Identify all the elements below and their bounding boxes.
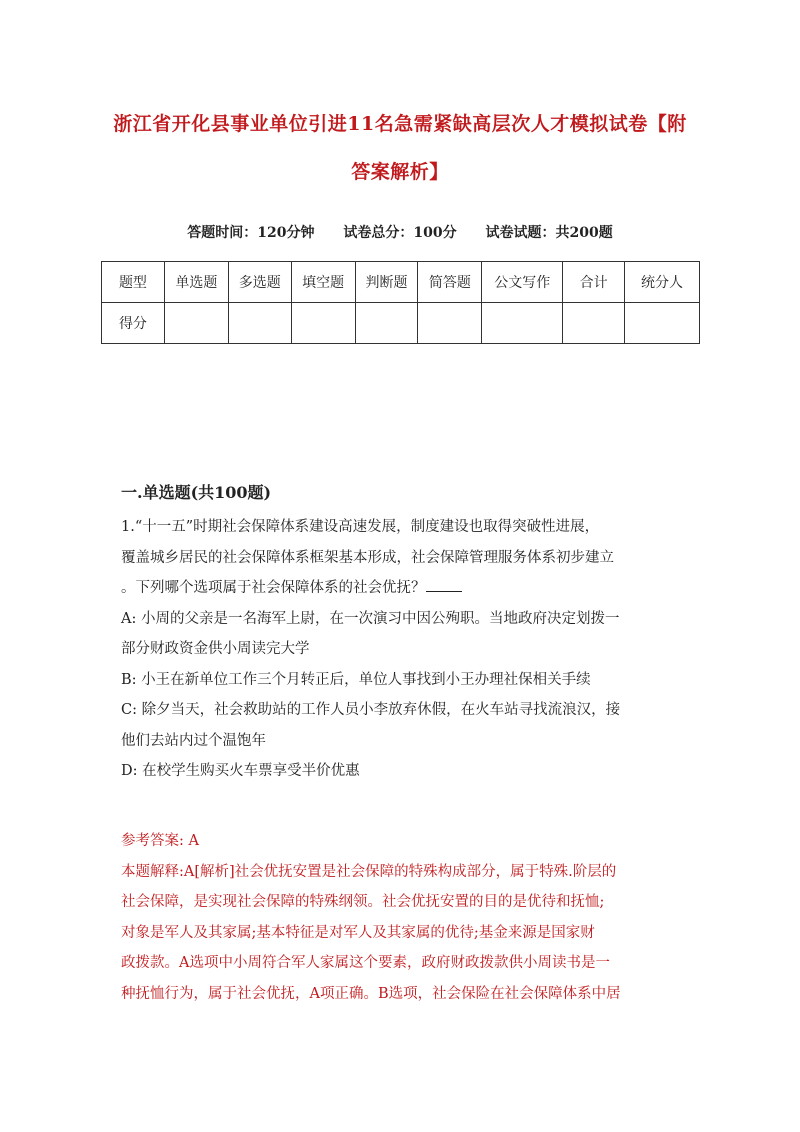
- question-line: 覆盖城乡居民的社会保障体系框架基本形成，社会保障管理服务体系初步建立: [121, 549, 614, 566]
- option-c-line: C: 除夕当天，社会救助站的工作人员小李放弃休假，在火车站寻找流浪汉，接: [121, 702, 621, 718]
- question-line: 1.“十一五”时期社会保障体系建设高速发展，制度建设也取得突破性进展，: [121, 519, 600, 535]
- answer-blank: [426, 577, 462, 592]
- score-table-header-row: [102, 262, 700, 303]
- explanation-line: 社会保障，是实现社会保障的特殊纲领。社会优抚安置的目的是优待和抚恤;: [121, 894, 605, 910]
- score-cell: [164, 303, 228, 344]
- option-b-line: B: 小王在新单位工作三个月转正后，单位人事找到小王办理社保相关手续: [121, 671, 591, 688]
- score-cell: [563, 303, 625, 344]
- exam-question-count: 试卷试题：共200题: [485, 225, 613, 241]
- option-c-line: 他们去站内过个温饱年: [121, 732, 266, 749]
- title-line-1: 浙江省开化县事业单位引进11名急需紧缺高层次人才模拟试卷【附: [113, 113, 687, 135]
- score-cell: [355, 303, 418, 344]
- exam-total-score: 试卷总分：100分: [343, 225, 457, 241]
- score-header-cell: 简答题: [418, 262, 482, 303]
- exam-meta: [0, 222, 800, 242]
- question-line: 。下列哪个选项属于社会保障体系的社会优抚？: [121, 580, 426, 596]
- score-header-cell: 公文写作: [482, 262, 563, 303]
- score-cell: [418, 303, 482, 344]
- explanation-line: 本题解释:A[解析]社会优抚安置是社会保障的特殊构成部分，属于特殊.阶层的: [121, 863, 617, 880]
- score-header-cell: 单选题: [164, 262, 228, 303]
- question-line-with-blank: [121, 573, 681, 604]
- option-a-line: 部分财政资金供小周读完大学: [121, 641, 310, 657]
- score-table-score-row: [102, 303, 700, 344]
- score-header-cell: 统分人: [625, 262, 700, 303]
- explanation-line: 政拨款。A选项中小周符合军人家属这个要素，政府财政拨款供小周读书是一: [121, 955, 610, 971]
- score-table: [101, 261, 700, 344]
- score-row-label: 得分: [102, 303, 165, 344]
- document-title: [110, 100, 690, 196]
- answer-explanation: [121, 826, 681, 1009]
- exam-time: 答题时间：120分钟: [187, 225, 315, 241]
- score-cell: [228, 303, 291, 344]
- section-title: 一.单选题(共100题): [121, 483, 272, 502]
- option-a-line: A: 小周的父亲是一名海军上尉，在一次演习中因公殉职。当地政府决定划拨一: [121, 610, 620, 627]
- score-cell: [625, 303, 700, 344]
- reference-answer: 参考答案: A: [121, 833, 199, 849]
- score-header-cell: 题型: [102, 262, 165, 303]
- question-1: [121, 512, 681, 787]
- score-header-cell: 填空题: [291, 262, 355, 303]
- option-d-line: D: 在校学生购买火车票享受半价优惠: [121, 763, 360, 779]
- score-cell: [482, 303, 563, 344]
- score-cell: [291, 303, 355, 344]
- score-header-cell: 多选题: [228, 262, 291, 303]
- title-line-2: 答案解析】: [351, 161, 449, 183]
- score-header-cell: 合计: [563, 262, 625, 303]
- explanation-line: 对象是军人及其家属;基本特征是对军人及其家属的优待;基金来源是国家财: [121, 924, 595, 941]
- explanation-line: 种抚恤行为，属于社会优抚，A项正确。B选项，社会保险在社会保障体系中居: [121, 985, 621, 1002]
- score-header-cell: 判断题: [355, 262, 418, 303]
